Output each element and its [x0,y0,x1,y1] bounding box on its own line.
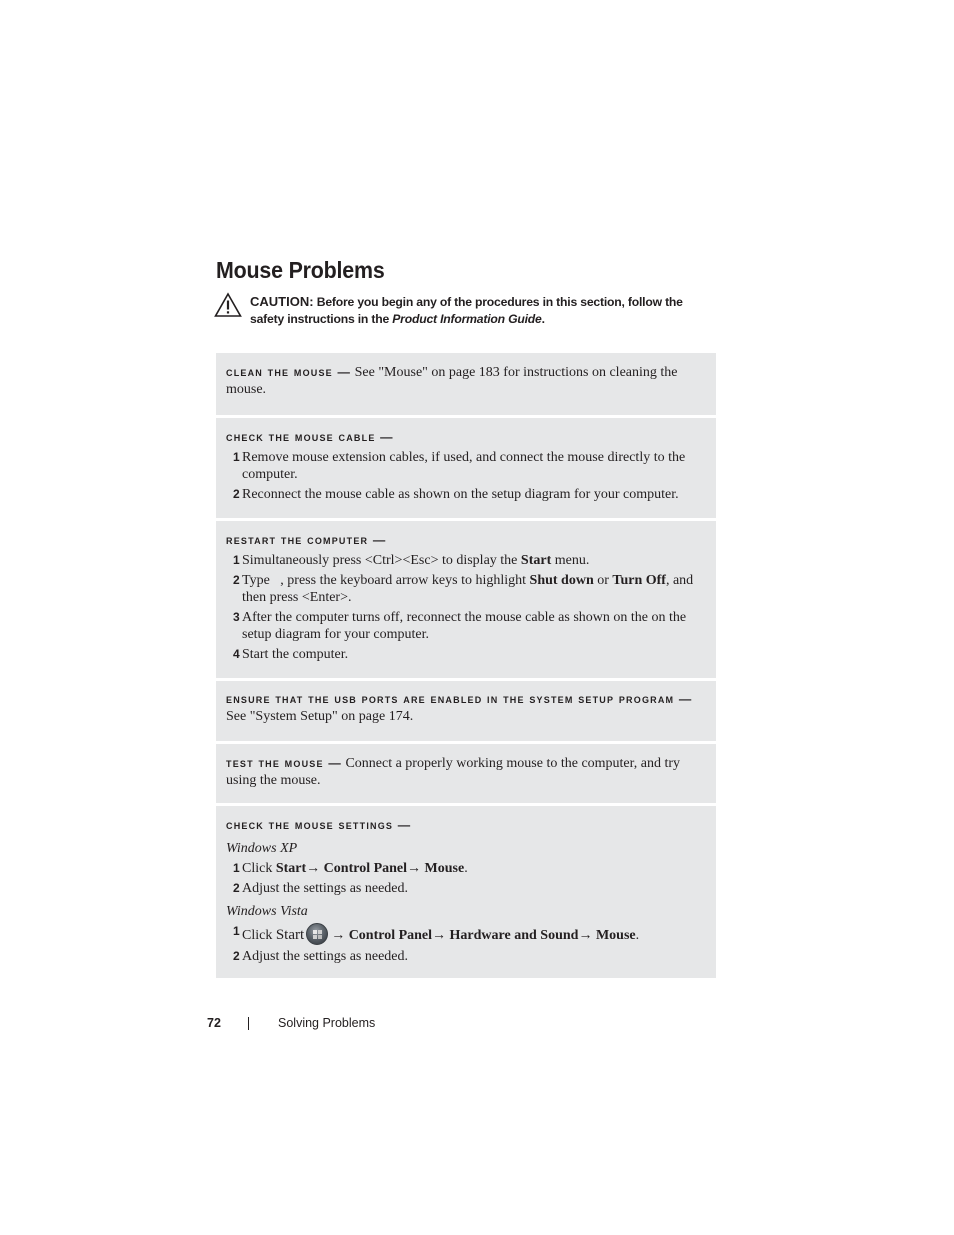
section-heading: ensure that the [226,692,335,706]
section-clean-mouse [216,353,716,415]
step-text: Click [242,928,276,943]
test-mouse-paragraph [226,755,702,789]
section-mouse-settings [216,806,716,978]
step-text: Click [242,861,276,876]
step-number: 2 [233,881,240,895]
clean-mouse-paragraph [226,364,702,398]
step-item [226,948,702,965]
step-number: 1 [233,861,240,875]
section-heading: check the mouse cable — [226,430,394,444]
caution-end: . [541,312,545,326]
footer-divider [248,1017,249,1030]
section-test-mouse [216,744,716,803]
step-text: After the computer turns off, reconnect the mouse cable as shown on the on the setup diagram for your computer. [242,610,687,642]
page-title: Mouse Problems [216,257,385,283]
hardware-sound-label: Hardware and Sound [449,928,579,943]
arrow: → [407,861,425,876]
step-number: 1 [233,553,240,567]
step-number: 2 [233,949,240,963]
step-number: 1 [233,450,240,464]
step-item [226,923,702,945]
step-list-xp [226,860,702,897]
section-usb-ports [216,681,716,741]
step-text: , and then press <Enter>. [242,573,694,605]
step-text: Adjust the settings as needed. [242,881,409,896]
step-item [226,572,702,606]
caution-label: CAUTION: [250,294,314,309]
step-item [226,486,702,503]
step-text: , press the keyboard arrow keys to highlight [280,573,530,588]
step-item [226,880,702,897]
step-text: Type [242,573,274,588]
section-restart [216,521,716,678]
step-text: or [593,573,613,588]
section-heading: restart the computer — [226,533,387,547]
step-number: 4 [233,647,240,661]
os-label-vista: Windows Vista [226,904,308,919]
section-heading: test the mouse — [226,756,342,770]
start-menu-label: Start [520,553,552,568]
step-text: Reconnect the mouse cable as shown on the setup diagram for your computer. [242,487,679,502]
step-number: 2 [233,573,240,587]
step-item [226,449,702,483]
step-item [226,552,702,569]
step-number: 1 [233,924,240,938]
footer-section-title: Solving Problems [278,1016,376,1030]
control-panel-label: Control Panel [323,861,408,876]
shut-down-label: Shut down [529,573,594,588]
step-list [226,449,702,503]
step-text: Remove mouse extension cables, if used, and connect the mouse directly to the computer. [242,450,686,482]
start-label: Start [275,927,305,943]
step-item [226,609,702,643]
caution-text [250,293,714,328]
section-text: See "Mouse" on page 183 for instructions on cleaning the mouse. [226,365,678,397]
step-text: . [464,861,468,876]
step-text: Simultaneously press <Ctrl><Esc> to display the [242,553,521,568]
section-heading: ports are enabled in the system setup program — [356,692,693,706]
step-list [226,552,702,663]
section-text: Connect a properly working mouse to the computer, and try using the mouse. [226,756,681,788]
caution-body: Before you begin any of the procedures in this section, follow the safety instructions in the [250,295,683,326]
step-item [226,860,702,877]
mouse-label: Mouse [595,928,636,943]
arrow: → [331,928,349,943]
windows-start-orb-icon [306,923,328,945]
step-text: Start the computer. [242,647,349,662]
section-text: See "System Setup" on page 174. [226,709,414,724]
turn-off-label: Turn Off [612,573,666,588]
os-label-xp: Windows XP [226,841,298,856]
step-text: menu. [551,553,590,568]
step-text: . [635,928,640,943]
step-item [226,646,702,663]
type-key: u [273,573,281,588]
caution-guide-title: Product Information Guide [392,312,542,326]
step-number: 3 [233,610,240,624]
warning-triangle-icon [214,292,242,318]
usb-paragraph [226,691,702,725]
arrow: → [578,928,596,943]
step-list-vista [226,923,702,965]
section-heading-usb: usb [334,692,357,706]
section-check-cable [216,418,716,518]
page-footer [0,1015,954,1035]
section-heading: check the mouse settings — [226,818,412,832]
start-label: Start [275,861,307,876]
control-panel-label: Control Panel [348,928,433,943]
page-number: 72 [207,1016,221,1030]
mouse-label: Mouse [424,861,465,876]
arrow: → [306,861,324,876]
step-number: 2 [233,487,240,501]
arrow: → [432,928,450,943]
section-heading: clean the mouse — [226,365,352,379]
caution-notice [214,293,714,328]
step-text: Adjust the settings as needed. [242,949,409,964]
